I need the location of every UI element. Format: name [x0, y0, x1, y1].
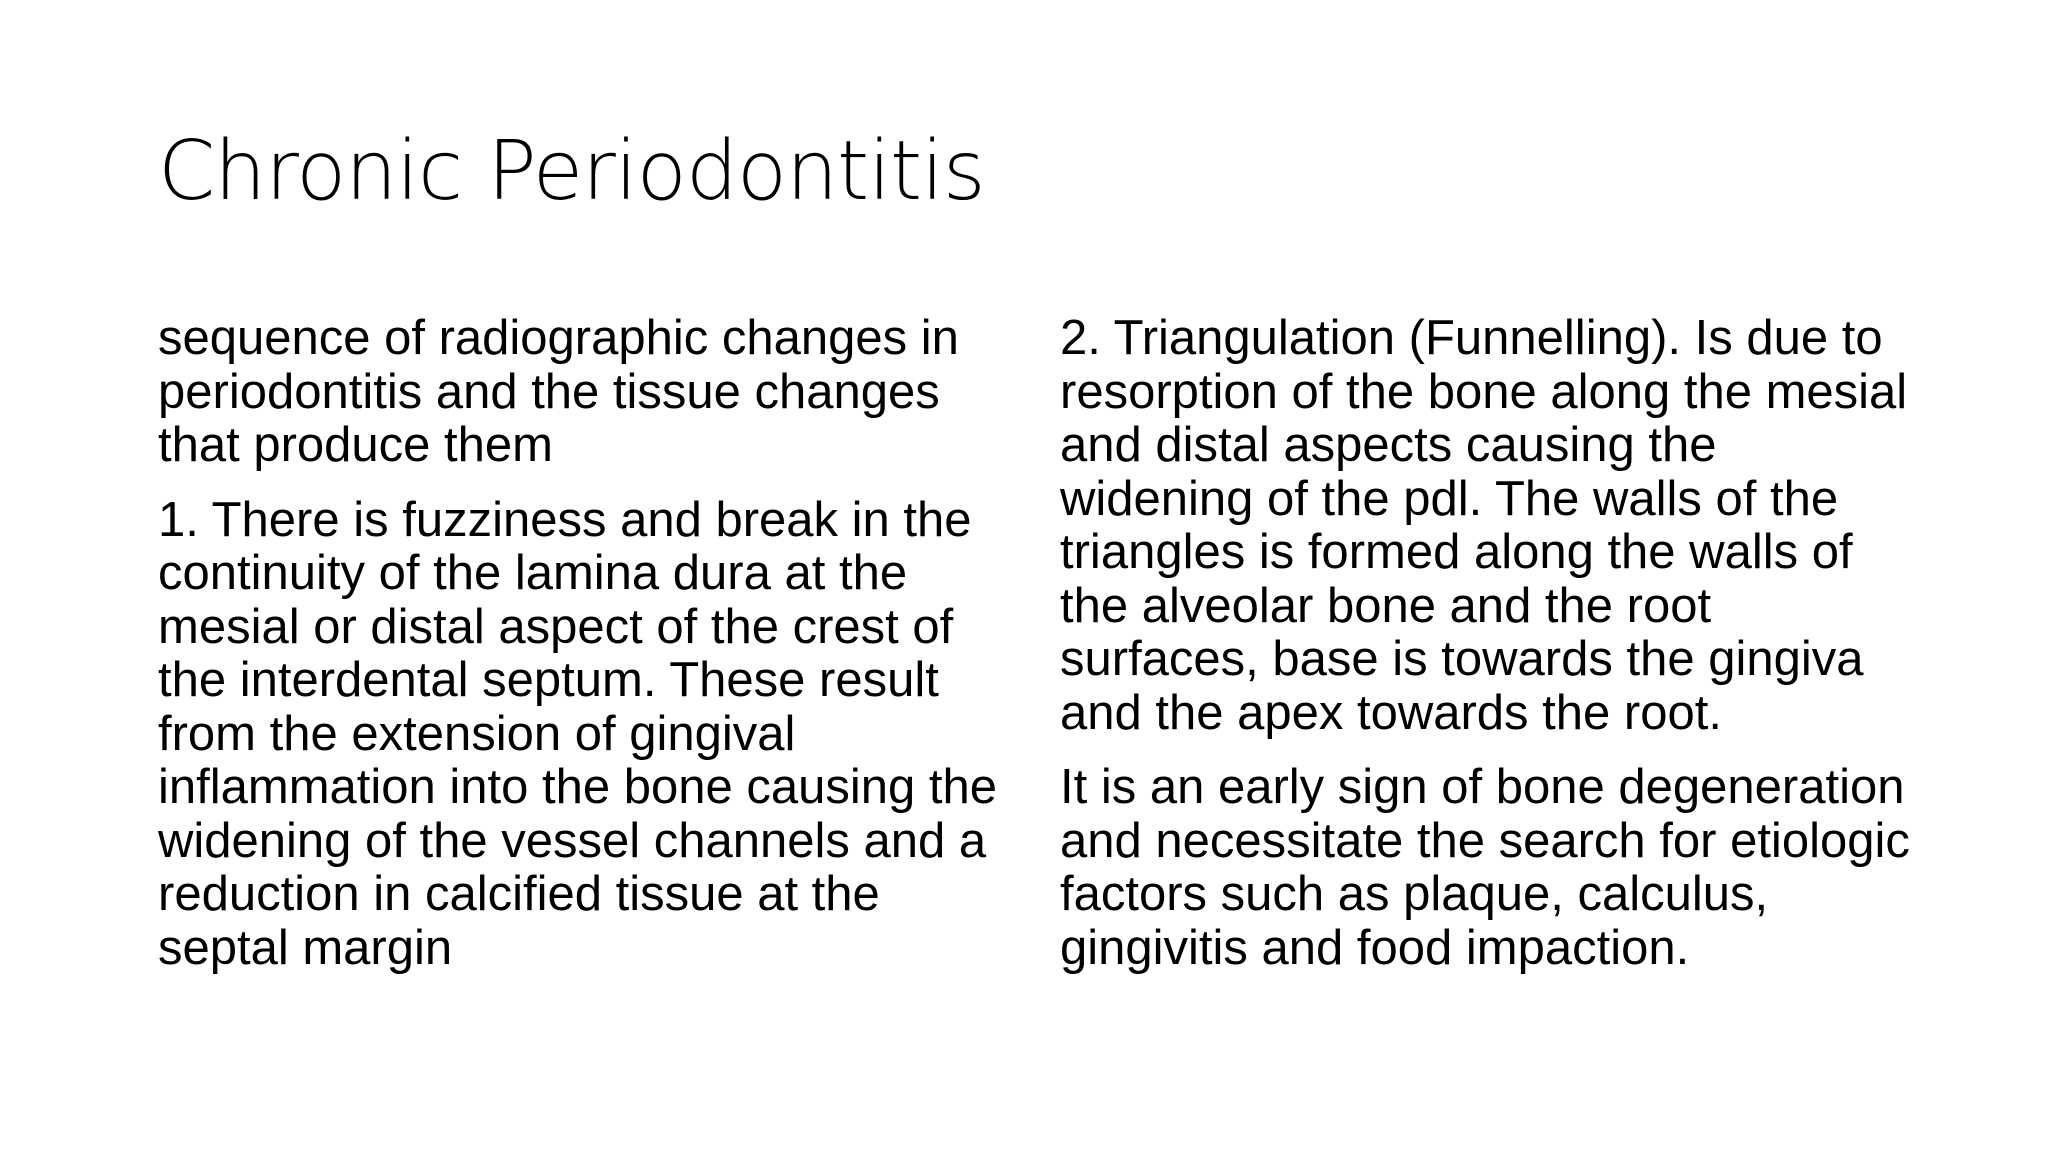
paragraph-early-sign: It is an early sign of bone degeneration and necessitate the search for etiologic factors such as plaque, calculus, gingivitis and food impaction.: [1060, 760, 1910, 975]
right-text-column: [1060, 312, 1920, 996]
slide-title: Chronic Periodontitis: [158, 124, 985, 219]
paragraph-intro: sequence of radiographic changes in periodontitis and the tissue changes that produce them: [158, 311, 959, 472]
paragraph-point-2: 2. Triangulation (Funnelling). Is due to resorption of the bone along the mesial and distal aspects causing the widening of the pdl. The walls of the triangles is formed along the walls of the alveolar bone and the root surfaces, base is towards the gingiva and the apex towards the root.: [1060, 311, 1908, 740]
paragraph-point-1: 1. There is fuzziness and break in the continuity of the lamina dura at the mesial or distal aspect of the crest of the interdental septum. These result from the extension of gingival inflammation into the bone causing the widening of the vessel channels and a reduction in calcified tissue at the septal margin: [158, 492, 997, 975]
left-text-column: [158, 312, 1008, 996]
